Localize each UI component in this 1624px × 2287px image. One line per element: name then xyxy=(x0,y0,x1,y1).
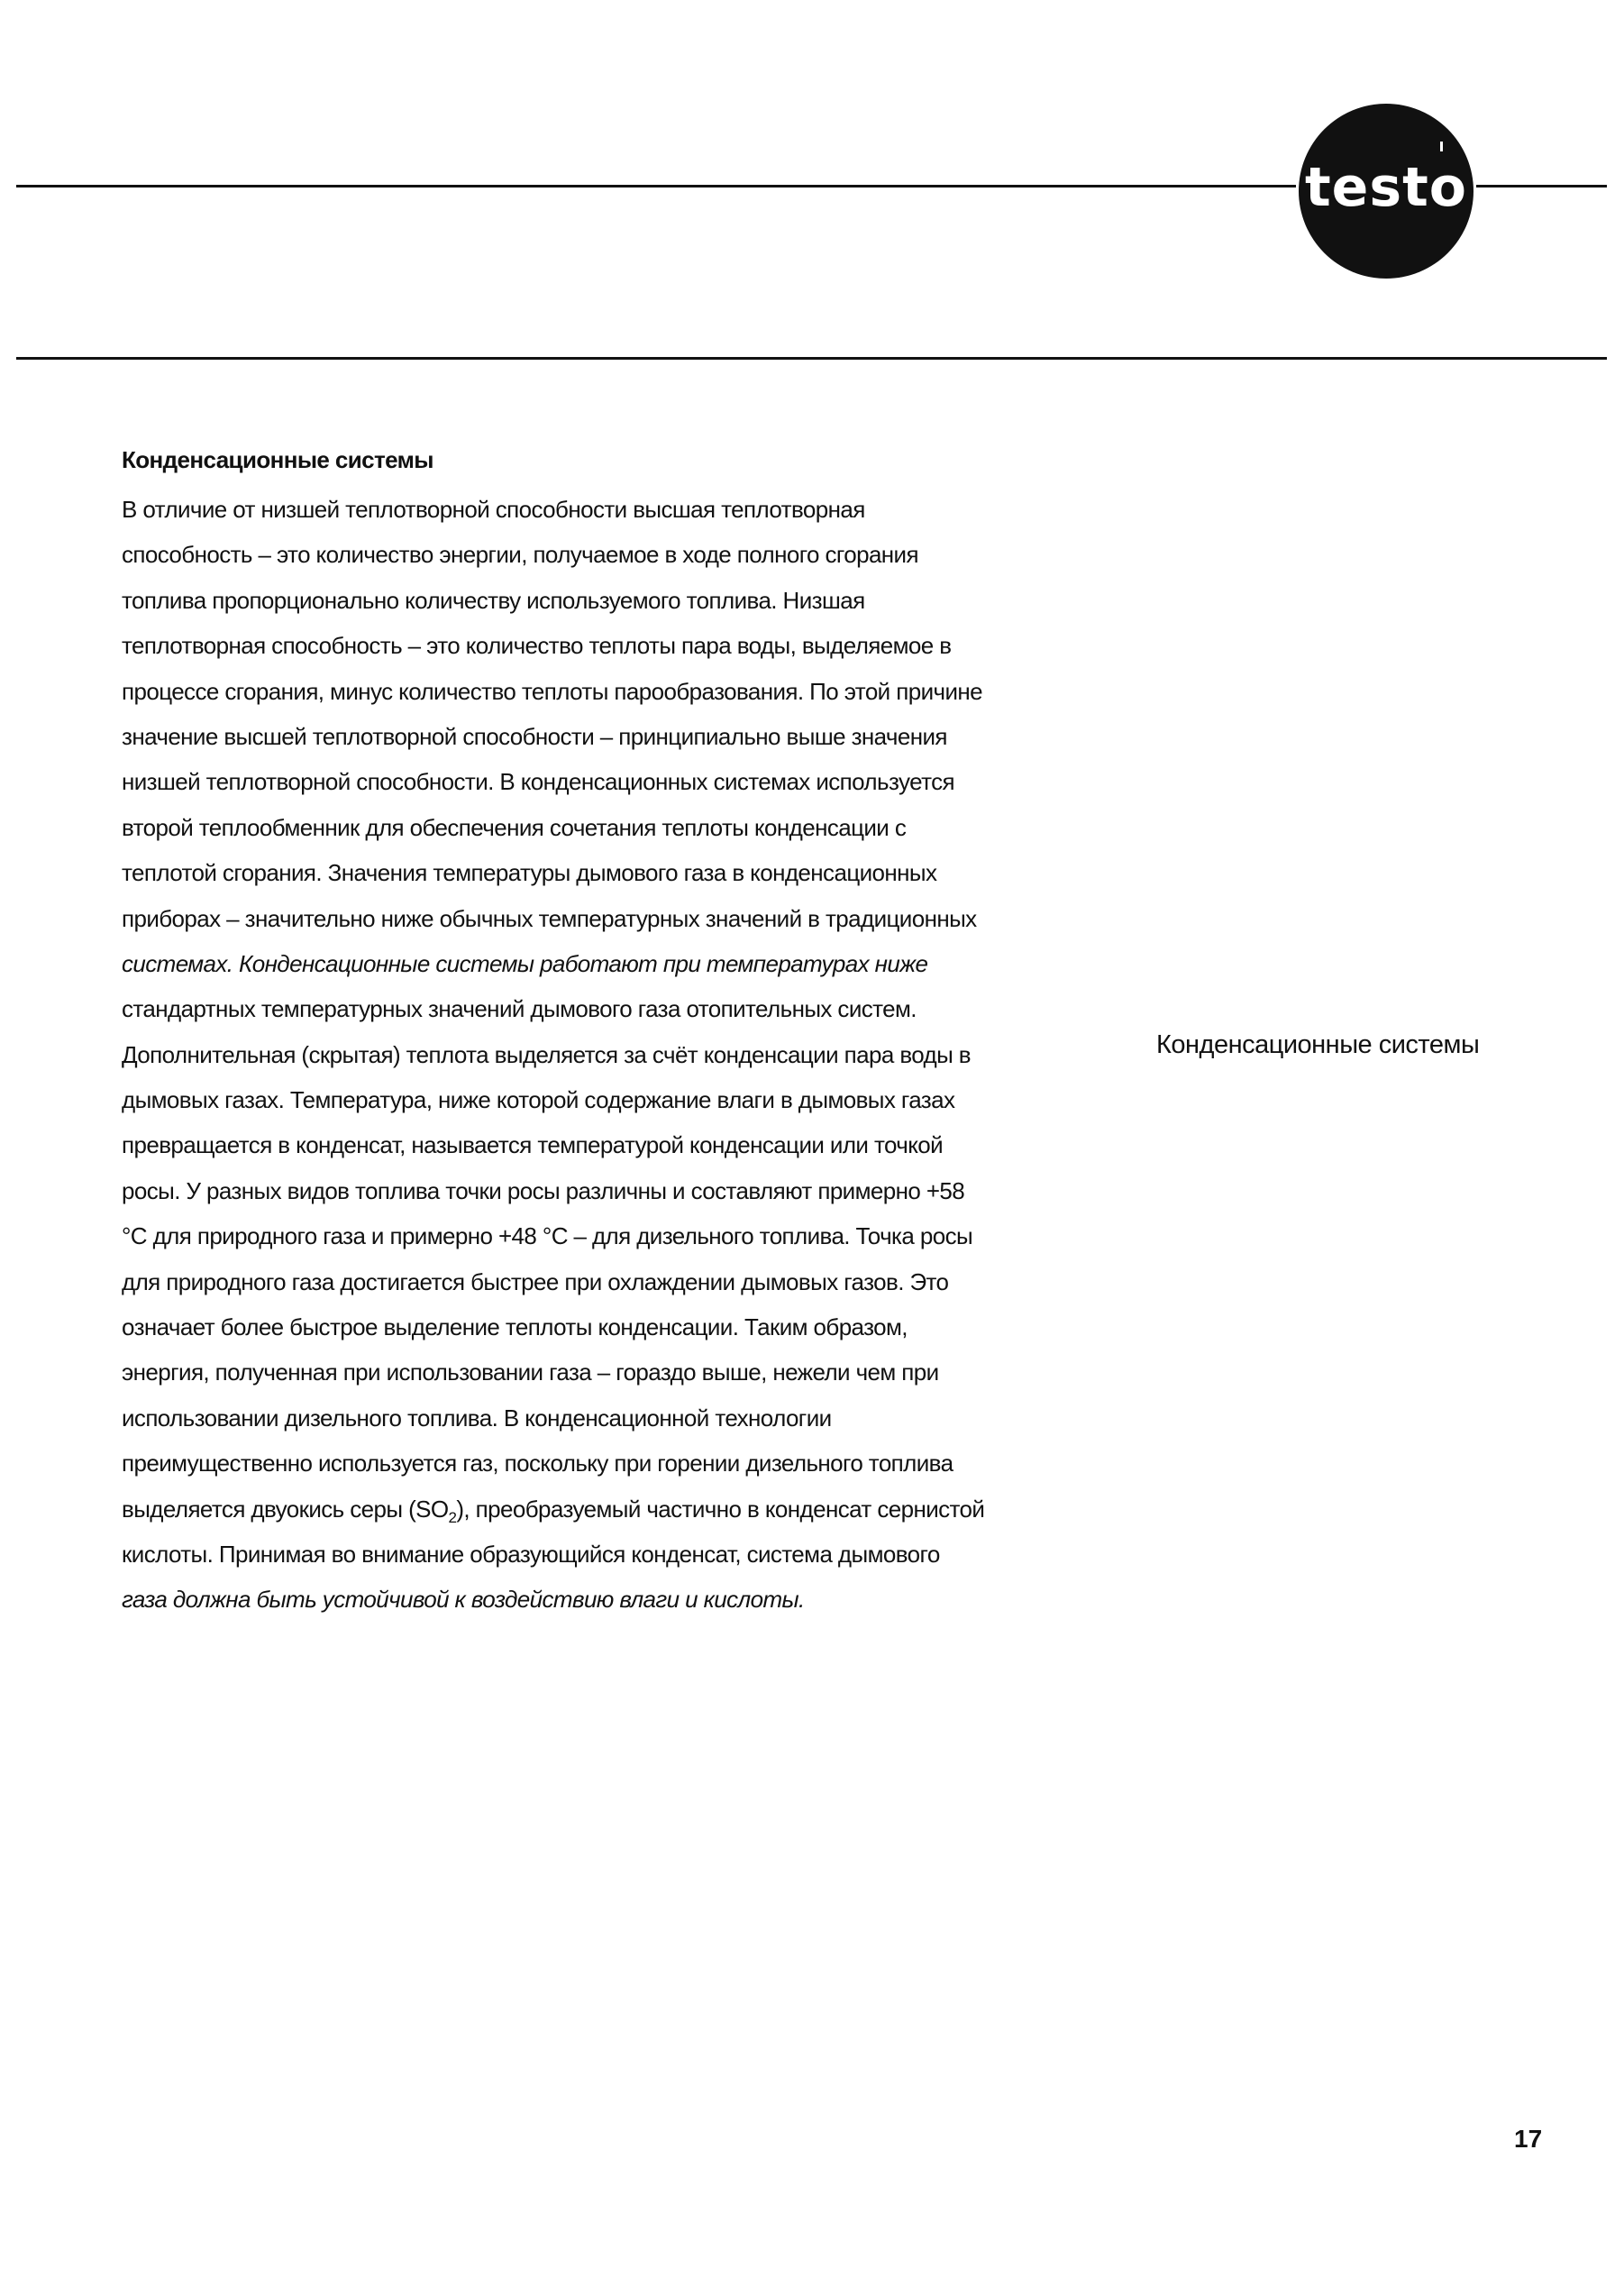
header-rule-second xyxy=(16,357,1607,360)
paragraph-line: второй теплообменник для обеспечения сочетания теплоты конденсации с xyxy=(122,813,907,841)
paragraph-line: кислоты. Принимая во внимание образующийся конденсат, система дымового xyxy=(122,1540,940,1568)
paragraph-line: Дополнительная (скрытая) теплота выделяется за счёт конденсации пара воды в xyxy=(122,1040,972,1068)
paragraph-line-so2 xyxy=(122,1487,1131,1532)
paragraph-line: низшей теплотворной способности. В конденсационных системах используется xyxy=(122,768,954,796)
page-number: 17 xyxy=(1514,2125,1543,2153)
paragraph-line: росы. У разных видов топлива точки росы различны и составляют примерно +58 xyxy=(122,1176,965,1204)
so2-subscript: 2 xyxy=(448,1508,457,1526)
paragraph-line: значение высшей теплотворной способности – принципиально выше значения xyxy=(122,722,947,750)
margin-note: Конденсационные системы xyxy=(1156,1030,1480,1059)
paragraph-line: приборах – значительно ниже обычных температурных значений в традиционных xyxy=(122,904,977,932)
header-rule-left xyxy=(16,185,1296,188)
paragraph-line: °С для природного газа и примерно +48 °С – для дизельного топлива. Точка росы xyxy=(122,1222,973,1250)
paragraph-line: использовании дизельного топлива. В конденсационной технологии xyxy=(122,1404,832,1432)
paragraph-line: В отличие от низшей теплотворной способности высшая теплотворная xyxy=(122,496,865,523)
paragraph-line: дымовых газах. Температура, ниже которой содержание влаги в дымовых газах xyxy=(122,1086,955,1114)
testo-logo xyxy=(1299,104,1473,279)
paragraph-line: топлива пропорционально количеству используемого топлива. Низшая xyxy=(122,586,865,614)
so2-text-after: ), преобразуемый частично в конденсат сернистой xyxy=(456,1495,985,1523)
paragraph-line: газа должна быть устойчивой к воздействию влаги и кислоты. xyxy=(122,1586,805,1614)
paragraph-line: процессе сгорания, минус количество теплоты парообразования. По этой причине xyxy=(122,677,982,705)
body-paragraph xyxy=(122,487,1131,1623)
logo-text: testo xyxy=(1305,156,1467,219)
paragraph-line: для природного газа достигается быстрее при охлаждении дымовых газов. Это xyxy=(122,1267,949,1295)
paragraph-line: энергия, полученная при использовании газа – гораздо выше, нежели чем при xyxy=(122,1358,939,1386)
section-heading: Конденсационные системы xyxy=(122,446,433,473)
header-rule-right xyxy=(1476,185,1607,188)
paragraph-line: теплотой сгорания. Значения температуры дымового газа в конденсационных xyxy=(122,859,937,887)
paragraph-line: системах. Конденсационные системы работают при температурах ниже xyxy=(122,949,928,977)
paragraph-line: теплотворная способность – это количество теплоты пара воды, выделяемое в xyxy=(122,632,952,660)
paragraph-line: означает более быстрое выделение теплоты конденсации. Таким образом, xyxy=(122,1313,908,1341)
paragraph-line: способность – это количество энергии, получаемое в ходе полного сгорания xyxy=(122,541,918,569)
paragraph-line: превращается в конденсат, называется температурой конденсации или точкой xyxy=(122,1131,944,1159)
paragraph-line: преимущественно используется газ, поскольку при горении дизельного топлива xyxy=(122,1450,953,1477)
so2-text-before: выделяется двуокись серы (SO xyxy=(122,1495,449,1523)
paragraph-line: стандартных температурных значений дымового газа отопительных систем. xyxy=(122,995,917,1023)
logo-tick-mark xyxy=(1440,142,1443,151)
